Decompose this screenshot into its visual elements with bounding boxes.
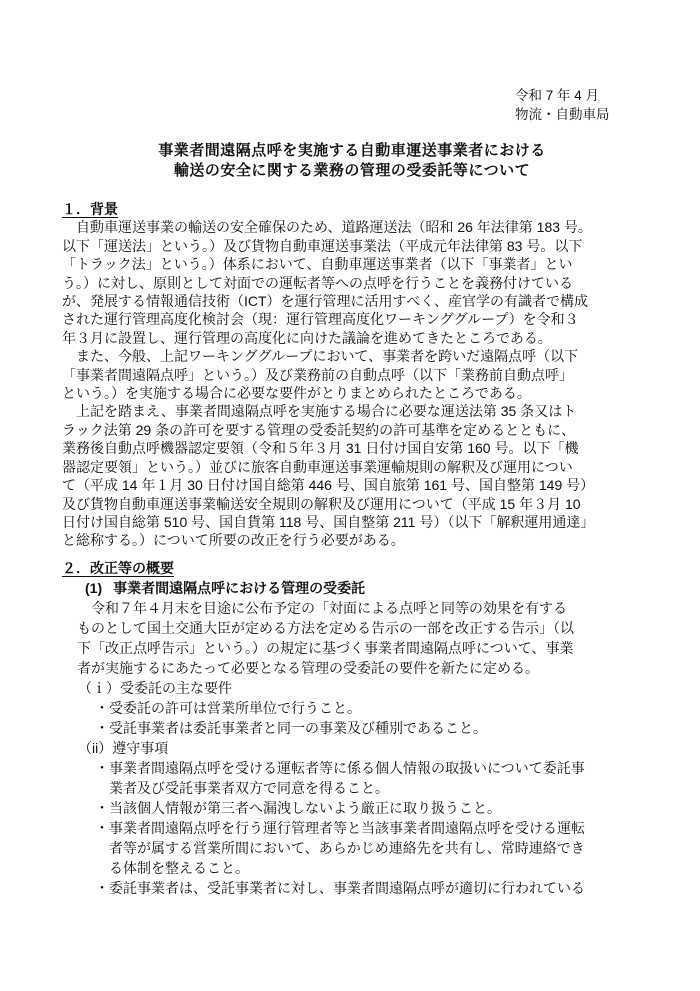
text-line: 令和７年４月末を目途に公布予定の「対面による点呼と同等の効果を有する [77,599,567,616]
text-line: ・委託事業者は、受託事業者に対し、事業者間遠隔点呼が適切に行われている [95,879,585,896]
text-line: 日付け国自総第 510 号、国自貨第 118 号、国自整第 211 号）（以下「解釈運用通達」 [62,513,595,530]
bullet-item [95,758,642,798]
document-meta [515,86,642,124]
text-line: 業務後自動点呼機器認定要領（令和５年３月 31 日付け国自安第 160 号。以下「機 [62,440,579,457]
text-line: 下「改正点呼告示」という。）の規定に基づく事業者間遠隔点呼について、事業 [77,639,574,656]
subsection-1-heading [62,578,642,598]
text-line: 自動車運送事業の輸送の安全確保のため、道路運送法（昭和 26 年法律第 183 号。 [62,219,592,236]
item-i-label: （ｉ）受委託の主な要件 [78,679,232,696]
bullet-item [95,878,642,898]
bullet-item [95,818,642,878]
text-line: 業者及び受託事業者双方で同意を得ること。 [109,779,389,796]
item-ii-label: （ii）遵守事項 [78,739,169,756]
text-line: う。）に対し、原則として対面での運転者等への点呼を行うことを義務付けている [62,274,573,291]
document-title-line-2: 輸送の安全に関する業務の管理の受委託等について [173,162,531,179]
subsection-1-title: 事業者間遠隔点呼における管理の受委託 [113,579,366,596]
document-date: 令和 7 年 4 月 [515,88,600,103]
document-bureau: 物流・自動車局 [515,107,610,122]
text-line: ものとして国土交通大臣が定める方法を定める告示の一部を改正する告示」（以 [77,619,574,636]
text-line: 以下「運送法」という。）及び貨物自動車運送事業法（平成元年法律第 83 号。以下 [62,237,583,254]
document-title [62,141,642,181]
text-line: という。）を実施する場合に必要な要件がとりまとめられたところである。 [62,385,531,402]
text-line: ・事業者間遠隔点呼を行う運行管理者等と当該事業者間遠隔点呼を受ける運転 [95,819,585,836]
subsection-1-number: (1) [85,579,103,596]
text-line: 及び貨物自動車運送事業輸送安全規則の解釈及び運用について（平成 15 年３月 10 [62,495,581,512]
section-2 [62,558,642,898]
text-line: ・受委託の許可は営業所単位で行うこと。 [95,699,361,716]
text-line: された運行管理高度化検討会（現：運行管理高度化ワーキンググループ）を令和３ [62,311,579,328]
bullet-item [95,698,642,718]
text-line: 「トラック法」という。）体系において、自動車運送事業者（以下「事業者」とい [62,256,573,273]
text-line: 年３月に設置し、運行管理の高度化に向けた議論を進めてきたところである。 [62,329,552,346]
text-line: 者等が属する営業所間において、あらかじめ連絡先を共有し、常時連絡でき [109,839,585,856]
text-line: ラック法第 29 条の許可を要する管理の受委託契約の許可基準を定めるとともに、 [62,421,576,438]
subsection-1-body [77,598,642,678]
bullet-item [95,798,642,818]
text-line: 「事業者間遠隔点呼」という。）及び業務前の自動点呼（以下「業務前自動点呼」 [62,366,573,383]
text-line: て（平成 14 年１月 30 日付け国自総第 446 号、国自旅第 161 号、国自整第 149 号） [62,477,595,494]
text-line: また、今般、上記ワーキンググループにおいて、事業者を跨いだ遠隔点呼（以下 [62,348,579,365]
text-line: ・当該個人情報が第三者へ漏洩しないよう厳正に取り扱うこと。 [95,799,501,816]
text-line: 上記を踏まえ、事業者間遠隔点呼を実施する場合に必要な運送法第 35 条又はト [62,403,577,420]
text-line: ・受託事業者は委託事業者と同一の事業及び種別であること。 [95,719,487,736]
section-1-body [62,218,642,549]
text-line: 者が実施するにあたって必要となる管理の受委託の要件を新たに定める。 [77,659,539,676]
text-line: 器認定要領」という。）並びに旅客自動車運送事業運輸規則の解釈及び運用につい [62,458,573,475]
document-title-line-1: 事業者間遠隔点呼を実施する自動車運送事業者における [158,142,546,159]
section-1-heading: １．背景 [62,201,118,217]
text-line: る体制を整えること。 [109,859,249,876]
text-line: が、発展する情報通信技術（ICT）を運行管理に活用すべく、産官学の有識者で構成 [62,293,588,310]
text-line: と総称する。）について所要の改正を行う必要がある。 [62,532,405,549]
bullet-item [95,718,642,738]
text-line: ・事業者間遠隔点呼を受ける運転者等に係る個人情報の取扱いについて委託事 [95,759,585,776]
section-2-heading: ２．改正等の概要 [62,559,174,576]
